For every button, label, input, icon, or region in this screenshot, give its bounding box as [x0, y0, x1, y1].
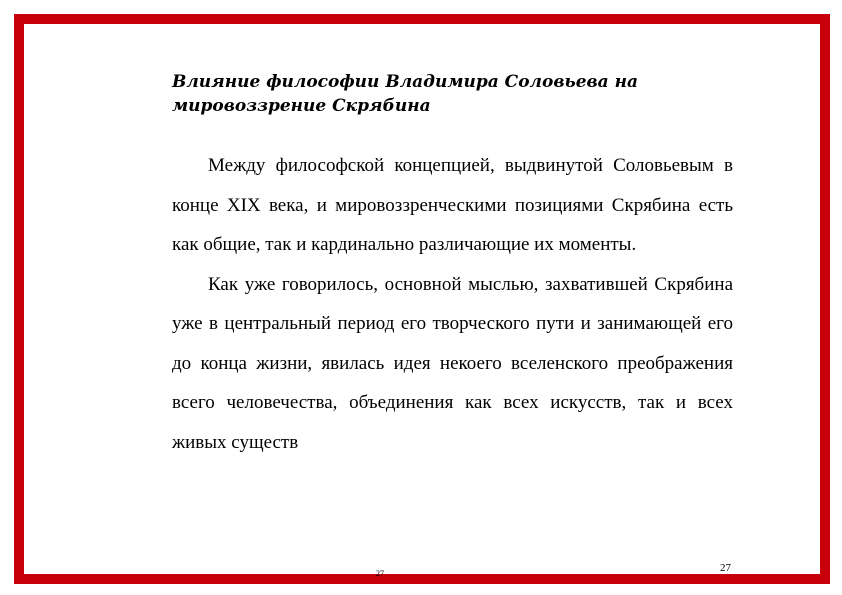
paragraph-2: Как уже говорилось, основной мыслью, захватившей Скрябина уже в центральный период его творческого пути и занимающей его до конца жизни, явилась идея некоего вселенского преображения всего человечества, объединения как всех искусств, так и всех живых существ — [172, 273, 733, 453]
page-number: 27 — [720, 562, 731, 574]
slide-title: Влияние философии Владимира Соловьева на мировоззрение Скрябина — [172, 72, 639, 116]
page-number-small: 27 — [376, 569, 384, 578]
body-text — [172, 146, 733, 462]
red-frame — [14, 14, 830, 584]
paragraph-1: Между философской концепцией, выдвинутой Соловьевым в конце XIX века, и мировоззренческими позициями Скрябина есть как общие, так и кардинально различающие их моменты. — [172, 155, 733, 255]
